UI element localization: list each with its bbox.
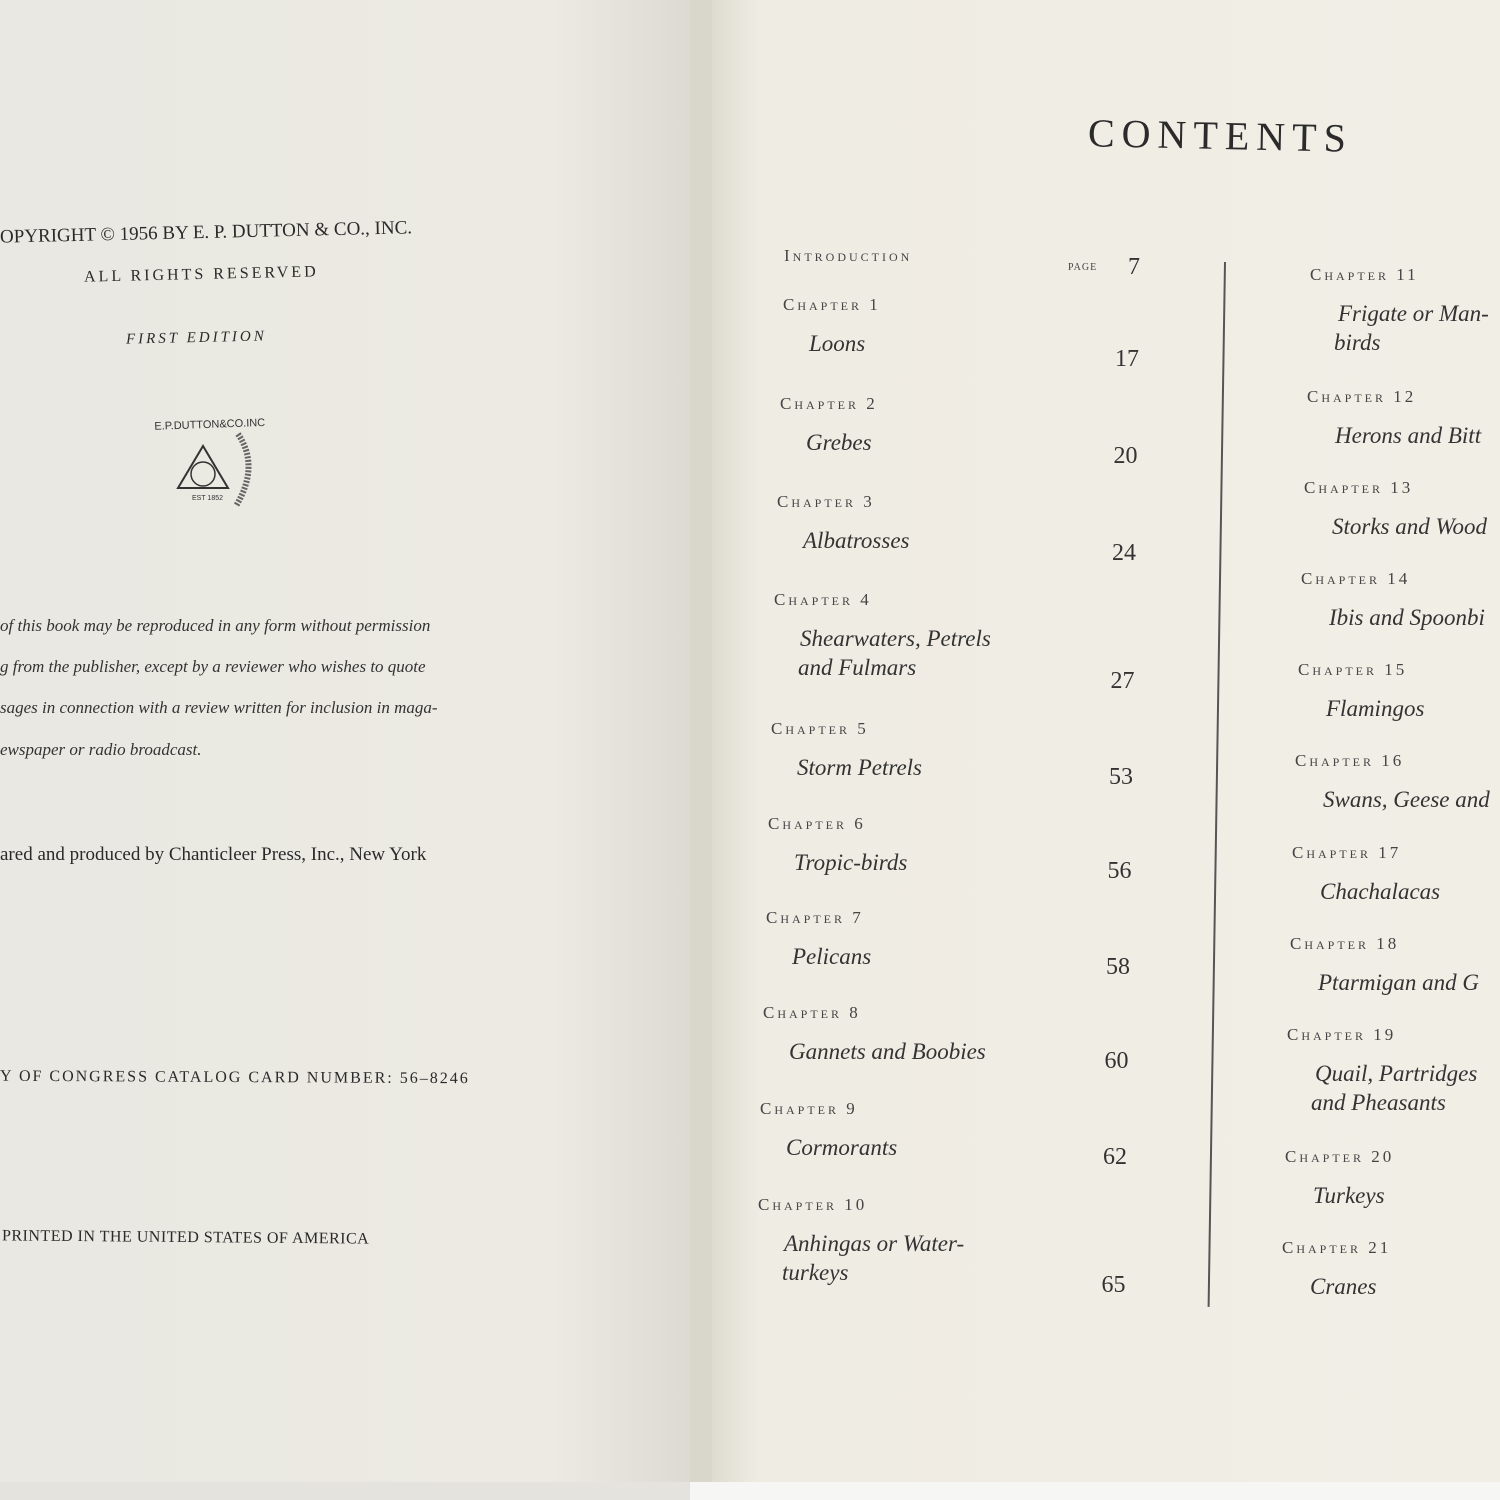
introduction-label: Introduction: [784, 246, 913, 265]
introduction-page: 7: [1128, 254, 1140, 280]
chapter-label: Chapter 13: [1304, 478, 1414, 497]
chapter-label: Chapter 20: [1285, 1147, 1395, 1166]
chapter-page: 27: [1110, 668, 1135, 694]
chapter-title: Albatrosses: [803, 528, 910, 553]
chapter-page: 60: [1104, 1048, 1129, 1074]
chapter-title: birds: [1334, 330, 1381, 355]
chapter-page: 17: [1115, 346, 1139, 372]
chapter-title: Shearwaters, Petrels: [800, 626, 991, 651]
chapter-label: Chapter 8: [763, 1003, 861, 1022]
chapter-label: Chapter 6: [768, 814, 866, 833]
chapter-page: 53: [1109, 764, 1133, 790]
chapter-label: Chapter 19: [1287, 1025, 1397, 1044]
copyright-line: OPYRIGHT © 1956 BY E. P. DUTTON & CO., INC.: [0, 217, 413, 248]
printed-in: PRINTED IN THE UNITED STATES OF AMERICA: [1, 1227, 370, 1248]
chapter-title: Turkeys: [1313, 1183, 1385, 1208]
left-page-edge: [0, 1482, 690, 1500]
contents-title: CONTENTS: [1087, 110, 1354, 161]
chapter-title: Cranes: [1310, 1274, 1377, 1299]
producer-line: ared and produced by Chanticleer Press, Inc., New York: [0, 844, 427, 865]
chapter-label: Chapter 3: [777, 492, 875, 511]
chapter-label: Chapter 11: [1310, 265, 1419, 284]
chapter-label: Chapter 7: [766, 908, 864, 927]
chapter-title: and Fulmars: [798, 655, 917, 680]
chapter-title: Anhingas or Water-: [784, 1231, 965, 1256]
notice-line: sages in connection with a review written for inclusion in maga-: [0, 698, 438, 717]
svg-text:EST 1852: EST 1852: [192, 495, 224, 502]
chapter-title: Ptarmigan and G: [1318, 970, 1479, 995]
notice-line: g from the publisher, except by a reviewer who wishes to quote: [0, 657, 426, 676]
page-label: page: [1068, 259, 1098, 274]
chapter-title: Gannets and Boobies: [789, 1039, 986, 1064]
chapter-page: 56: [1107, 858, 1132, 884]
chapter-page: 20: [1113, 443, 1138, 469]
chapter-title: Cormorants: [786, 1135, 898, 1160]
svg-text:E.P.DUTTON&CO.INC: E.P.DUTTON&CO.INC: [154, 416, 266, 433]
chapter-title: Ibis and Spoonbi: [1329, 605, 1485, 630]
chapter-title: Storks and Wood: [1332, 514, 1488, 539]
chapter-label: Chapter 21: [1282, 1238, 1392, 1257]
chapter-title: Tropic-birds: [794, 850, 908, 875]
chapter-title: turkeys: [782, 1260, 849, 1285]
chapter-title: Herons and Bitt: [1335, 423, 1482, 448]
chapter-label: Chapter 15: [1298, 660, 1408, 679]
chapter-label: Chapter 5: [771, 719, 869, 738]
chapter-page: 24: [1112, 540, 1136, 566]
chapter-title: Grebes: [806, 430, 872, 455]
chapter-title: and Pheasants: [1311, 1090, 1446, 1115]
chapter-title: Storm Petrels: [797, 755, 922, 780]
chapter-title: Pelicans: [792, 944, 872, 969]
chapter-label: Chapter 1: [783, 295, 881, 314]
chapter-label: Chapter 4: [774, 590, 872, 609]
chapter-label: Chapter 14: [1301, 569, 1411, 588]
edition-label: FIRST EDITION: [125, 328, 267, 348]
chapter-title: Frigate or Man-: [1338, 301, 1489, 326]
chapter-label: Chapter 17: [1292, 843, 1402, 862]
rights-reserved: ALL RIGHTS RESERVED: [83, 263, 319, 286]
left-page: [0, 0, 690, 1482]
chapter-label: Chapter 2: [780, 394, 878, 413]
chapter-title: Swans, Geese and: [1323, 787, 1490, 812]
chapter-title: Loons: [809, 331, 866, 356]
chapter-label: Chapter 12: [1307, 387, 1417, 406]
chapter-title: Chachalacas: [1320, 879, 1441, 904]
chapter-label: Chapter 18: [1290, 934, 1400, 953]
chapter-page: 58: [1106, 954, 1130, 980]
chapter-page: 62: [1103, 1144, 1127, 1170]
chapter-title: Quail, Partridges: [1315, 1061, 1478, 1086]
chapter-label: Chapter 10: [758, 1195, 868, 1214]
right-page-edge: [690, 1482, 1500, 1500]
chapter-label: Chapter 16: [1295, 751, 1405, 770]
catalog-number: Y OF CONGRESS CATALOG CARD NUMBER: 56–8246: [0, 1067, 470, 1088]
notice-line: ewspaper or radio broadcast.: [0, 740, 202, 759]
publisher-logo-icon: [148, 416, 268, 512]
chapter-page: 65: [1101, 1272, 1126, 1298]
notice-line: of this book may be reproduced in any form without permission: [0, 616, 431, 635]
chapter-label: Chapter 9: [760, 1099, 858, 1118]
chapter-title: Flamingos: [1326, 696, 1425, 721]
